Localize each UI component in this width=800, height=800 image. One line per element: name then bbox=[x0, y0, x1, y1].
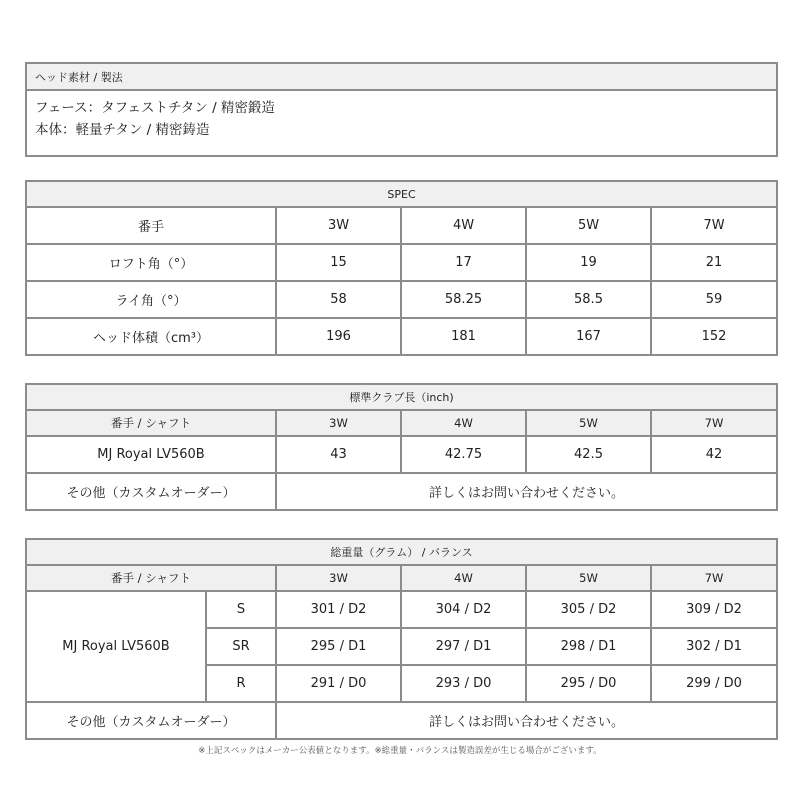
length-title: 標準クラブ長（inch) bbox=[26, 384, 777, 410]
length-row-other bbox=[26, 473, 777, 510]
cell: 43 bbox=[276, 436, 401, 473]
cell: 42 bbox=[651, 436, 777, 473]
cell: 19 bbox=[526, 244, 651, 281]
other-note: 詳しくはお問い合わせください。 bbox=[276, 473, 777, 510]
length-header-row bbox=[26, 410, 777, 436]
cell: 305 / D2 bbox=[526, 591, 651, 628]
cell: 58 bbox=[276, 281, 401, 318]
materials-title: ヘッド素材 / 製法 bbox=[26, 63, 777, 90]
cell: 293 / D0 bbox=[401, 665, 526, 702]
spec-col-7w: 7W bbox=[651, 207, 777, 244]
length-col-label: 番手 / シャフト bbox=[26, 410, 276, 436]
cell: 297 / D1 bbox=[401, 628, 526, 665]
cell: 291 / D0 bbox=[276, 665, 401, 702]
length-col-5w: 5W bbox=[526, 410, 651, 436]
cell: 304 / D2 bbox=[401, 591, 526, 628]
row-label: ヘッド体積（cm³） bbox=[26, 318, 276, 355]
row-label: MJ Royal LV560B bbox=[26, 436, 276, 473]
cell: 196 bbox=[276, 318, 401, 355]
cell: 309 / D2 bbox=[651, 591, 777, 628]
spec-table bbox=[25, 180, 778, 356]
length-col-3w: 3W bbox=[276, 410, 401, 436]
weight-col-4w: 4W bbox=[401, 565, 526, 591]
weight-row-s bbox=[26, 591, 777, 628]
row-label: ライ角（°） bbox=[26, 281, 276, 318]
spec-row-lie bbox=[26, 281, 777, 318]
weight-col-7w: 7W bbox=[651, 565, 777, 591]
footnote: ※上記スペックはメーカー公表値となります。※総重量・バランスは製造誤差が生じる場合がございます。 bbox=[198, 746, 602, 756]
cell: 42.5 bbox=[526, 436, 651, 473]
cell: 299 / D0 bbox=[651, 665, 777, 702]
materials-line-body: 本体：軽量チタン / 精密鋳造 bbox=[35, 122, 210, 138]
cell: 295 / D1 bbox=[276, 628, 401, 665]
spec-row-loft bbox=[26, 244, 777, 281]
length-table bbox=[25, 383, 778, 511]
weight-table bbox=[25, 538, 778, 740]
cell: 181 bbox=[401, 318, 526, 355]
materials-table bbox=[25, 62, 778, 157]
row-label: ロフト角（°） bbox=[26, 244, 276, 281]
cell: 17 bbox=[401, 244, 526, 281]
cell: 58.5 bbox=[526, 281, 651, 318]
length-col-4w: 4W bbox=[401, 410, 526, 436]
cell: 21 bbox=[651, 244, 777, 281]
length-col-7w: 7W bbox=[651, 410, 777, 436]
row-label: その他（カスタムオーダー） bbox=[26, 702, 276, 739]
flex-label: S bbox=[206, 591, 276, 628]
cell: 15 bbox=[276, 244, 401, 281]
materials-body bbox=[26, 90, 777, 156]
weight-header-row bbox=[26, 565, 777, 591]
flex-label: SR bbox=[206, 628, 276, 665]
cell: 152 bbox=[651, 318, 777, 355]
cell: 59 bbox=[651, 281, 777, 318]
spec-title: SPEC bbox=[26, 181, 777, 207]
spec-col-3w: 3W bbox=[276, 207, 401, 244]
materials-line-face: フェース：タフェストチタン / 精密鍛造 bbox=[35, 100, 275, 116]
spec-row-volume bbox=[26, 318, 777, 355]
weight-col-label: 番手 / シャフト bbox=[26, 565, 276, 591]
cell: 167 bbox=[526, 318, 651, 355]
cell: 302 / D1 bbox=[651, 628, 777, 665]
weight-col-3w: 3W bbox=[276, 565, 401, 591]
weight-row-other bbox=[26, 702, 777, 739]
cell: 295 / D0 bbox=[526, 665, 651, 702]
other-note: 詳しくはお問い合わせください。 bbox=[276, 702, 777, 739]
cell: 42.75 bbox=[401, 436, 526, 473]
spec-col-label: 番手 bbox=[26, 207, 276, 244]
spec-col-4w: 4W bbox=[401, 207, 526, 244]
row-label: その他（カスタムオーダー） bbox=[26, 473, 276, 510]
flex-label: R bbox=[206, 665, 276, 702]
length-row-shaft bbox=[26, 436, 777, 473]
spec-col-5w: 5W bbox=[526, 207, 651, 244]
spec-header-row bbox=[26, 207, 777, 244]
weight-title: 総重量（グラム） / バランス bbox=[26, 539, 777, 565]
cell: 58.25 bbox=[401, 281, 526, 318]
cell: 298 / D1 bbox=[526, 628, 651, 665]
weight-col-5w: 5W bbox=[526, 565, 651, 591]
shaft-label: MJ Royal LV560B bbox=[26, 591, 206, 702]
cell: 301 / D2 bbox=[276, 591, 401, 628]
